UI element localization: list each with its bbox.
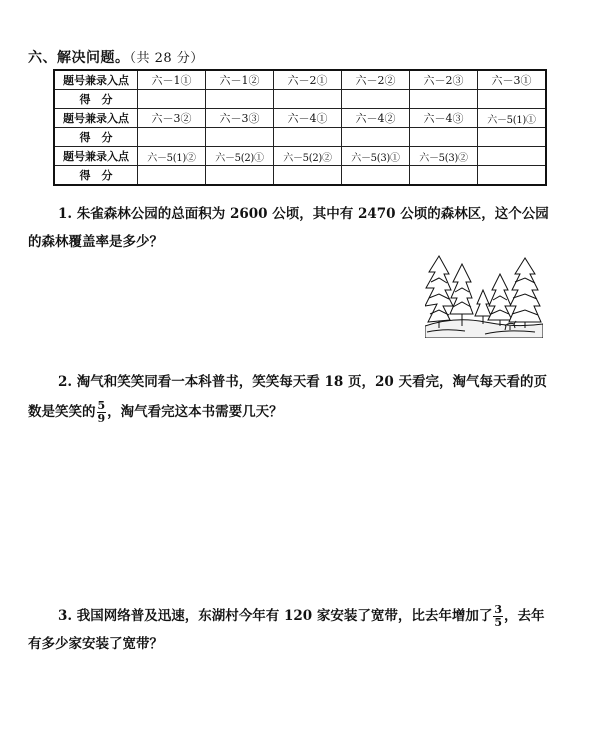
score-table-item-code: 六－3③ — [206, 109, 274, 128]
score-table-item-code: 六－1② — [206, 70, 274, 90]
score-table-item-code: 六－3① — [478, 70, 547, 90]
score-table-item-code: 六－4③ — [410, 109, 478, 128]
score-table-row-label: 题号兼录入点 — [54, 70, 138, 90]
score-table-blank-cell[interactable] — [274, 128, 342, 147]
question-3 — [28, 602, 588, 658]
score-table-item-code: 六－5(1)① — [478, 109, 547, 128]
question-2-line-1: 2. 淘气和笑笑同看一本科普书，笑笑每天看 18 页，20 天看完，淘气每天看的页 — [58, 374, 547, 390]
score-table-row — [54, 109, 546, 128]
score-table-blank-cell[interactable] — [206, 166, 274, 186]
score-table-blank-cell[interactable] — [478, 166, 547, 186]
score-table-row-label: 得 分 — [54, 128, 138, 147]
score-table-blank-cell[interactable] — [410, 166, 478, 186]
score-table-item-code: 六－5(3)① — [342, 147, 410, 166]
score-table-row — [54, 147, 546, 166]
score-table-item-code: 六－1① — [138, 70, 206, 90]
question-1 — [28, 200, 588, 256]
score-table-item-code: 六－4① — [274, 109, 342, 128]
fraction-five-ninths — [97, 400, 107, 425]
score-table-item-code: 六－2③ — [410, 70, 478, 90]
score-table-row-label: 得 分 — [54, 90, 138, 109]
score-table-blank-cell[interactable] — [410, 128, 478, 147]
score-table-blank-cell[interactable] — [342, 166, 410, 186]
score-table-blank-cell[interactable] — [138, 90, 206, 109]
question-1-line-2: 的森林覆盖率是多少？ — [28, 234, 163, 250]
score-table-blank-cell[interactable] — [410, 90, 478, 109]
score-table-row — [54, 70, 546, 90]
score-table-blank-cell[interactable] — [274, 90, 342, 109]
fraction-denominator: 9 — [97, 412, 106, 425]
score-table-blank-cell[interactable] — [274, 166, 342, 186]
score-table-blank-cell[interactable] — [206, 90, 274, 109]
score-table-row — [54, 128, 546, 147]
score-table-blank-cell[interactable] — [478, 128, 547, 147]
question-1-line-1: 1. 朱雀森林公园的总面积为 2600 公顷，其中有 2470 公顷的森林区，这个公园 — [58, 206, 549, 222]
score-table-row — [54, 166, 546, 186]
score-table-blank-cell[interactable] — [206, 128, 274, 147]
question-2-text-after: ，淘气看完这本书需要几天？ — [107, 404, 283, 420]
section-title-text: 六、解决问题。 — [28, 50, 130, 66]
fraction-denominator: 5 — [494, 616, 503, 629]
score-table-row-label: 题号兼录入点 — [54, 109, 138, 128]
score-table-blank-cell[interactable] — [342, 128, 410, 147]
question-3-line-1 — [28, 602, 588, 630]
score-table-item-code: 六－5(2)① — [206, 147, 274, 166]
question-2-line-2 — [28, 398, 588, 426]
question-3-text-after: ，去年 — [504, 608, 545, 624]
score-table-item-code: 六－2② — [342, 70, 410, 90]
question-2-text-before: 数是笑笑的 — [28, 404, 96, 420]
question-2 — [28, 368, 588, 426]
score-table-blank-cell[interactable] — [138, 128, 206, 147]
score-table-item-code: 六－3② — [138, 109, 206, 128]
score-table-item-code: 六－5(3)② — [410, 147, 478, 166]
score-table-row-label: 题号兼录入点 — [54, 147, 138, 166]
score-table-blank-cell[interactable] — [138, 166, 206, 186]
fraction-three-fifths — [493, 604, 503, 629]
section-points: （共 28 分） — [129, 51, 204, 66]
question-3-line-2: 有多少家安装了宽带？ — [28, 636, 163, 652]
score-table-row-label: 得 分 — [54, 166, 138, 186]
score-table-item-code: 六－5(2)② — [274, 147, 342, 166]
section-title — [28, 47, 204, 67]
score-table-blank-cell[interactable] — [478, 90, 547, 109]
score-table — [53, 69, 547, 186]
score-table-row — [54, 90, 546, 109]
score-table-blank-cell[interactable] — [342, 90, 410, 109]
score-table-item-code: 六－2① — [274, 70, 342, 90]
forest-illustration — [425, 252, 543, 338]
score-table-item-code: 六－5(1)② — [138, 147, 206, 166]
fraction-numerator: 5 — [97, 399, 106, 412]
score-table-item-code: 六－4② — [342, 109, 410, 128]
score-table-blank-cell[interactable] — [478, 147, 547, 166]
fraction-numerator: 3 — [494, 603, 503, 616]
question-3-text-before: 3. 我国网络普及迅速，东湖村今年有 120 家安装了宽带，比去年增加了 — [58, 608, 493, 624]
